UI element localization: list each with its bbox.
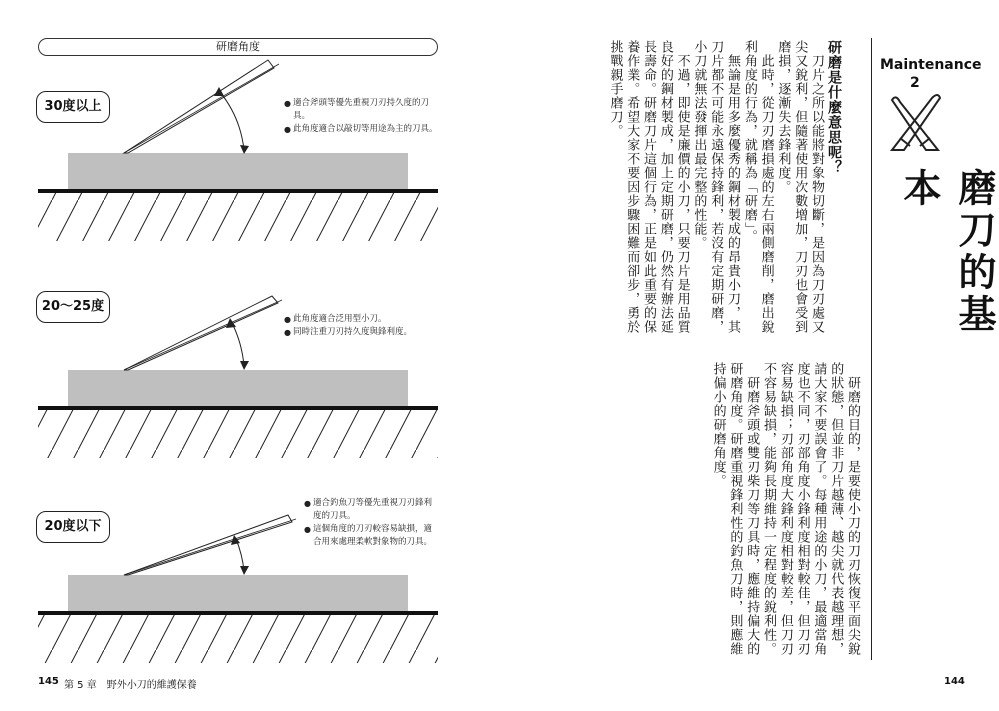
knife-crossed-icon [884, 88, 946, 154]
chapter-title: 第 5 章 野外小刀的維護保養 [64, 680, 197, 691]
note-item: ● 此角度適合泛用型小刀。 [284, 313, 444, 326]
note-item: ● 此角度適合以敲切等用途為主的刀具。 [284, 123, 440, 136]
whetstone [68, 575, 408, 611]
body-upper [546, 40, 824, 340]
paragraph: 無論是用多麼優秀的鋼材製成的昂貴小刀，其刀片都不可能永遠保持鋒利，若沒有定期研磨，小刀就無法發揮出最完整的性能。 [691, 40, 741, 334]
blade-edge [124, 64, 279, 153]
blade [124, 296, 278, 370]
question-heading: 研磨是什麼意思呢？ [826, 40, 842, 175]
angle-label-under-20: 20度以下 [36, 511, 110, 543]
note-item: ● 適合釣魚刀等優先重視刀刃鋒利度的刀具。 [304, 497, 440, 523]
notes-20-25 [284, 313, 444, 339]
paragraph: 不過，即使是廉價的小刀，只要刀片是用品質良好的鋼材製成，加上定期研磨，仍然有辦法延長壽命。研磨刀片這個行為，正是如此重要的保養作業。希望大家不要因步驟困難而卻步，勇於挑戰親手磨刀。 [607, 40, 690, 334]
arc-arrowhead [240, 361, 249, 370]
note-item: ● 這個角度的刀刃較容易缺損，適合用來處理柔軟對象物的刀具。 [304, 523, 440, 549]
blade [124, 60, 274, 153]
notes-30 [284, 97, 440, 136]
section-tag: Maintenance [880, 57, 982, 73]
blade [124, 515, 292, 575]
paragraph: 研磨斧頭或雙刃柴刀等刀具時，應維持偏大的研磨角度。研磨重視鋒利性的釣魚刀時，則應維持偏小的研磨角度。 [710, 362, 760, 656]
arc-arrowhead [240, 566, 249, 575]
page-number-right: 144 [944, 676, 965, 687]
page-number-left: 145 [38, 676, 59, 687]
note-item: ● 同時注重刀刃持久度與鋒利度。 [284, 326, 444, 339]
angle-label-20-25: 20～25度 [36, 291, 110, 323]
angle-arc [232, 323, 244, 366]
section-number: 2 [910, 75, 920, 91]
ground-hatch [38, 193, 438, 241]
ground-line [38, 406, 438, 410]
note-item: ● 適合斧頭等優先重視刀刃持久度的刀具。 [284, 97, 440, 123]
ground-hatch [38, 615, 438, 663]
paragraph: 刀片之所以能將對象物切斷，是因為刀刃處又尖又銳利，但隨著使用次數增加，刀刃也會受到磨損，逐漸失去鋒利度。 [775, 40, 824, 334]
angle-label-30: 30度以上 [36, 91, 110, 123]
ground-hatch [38, 410, 438, 458]
ground-line [38, 189, 438, 193]
page-title: 磨刀的基本 [897, 168, 996, 336]
whetstone [68, 153, 408, 189]
notes-under-20 [304, 497, 440, 549]
paragraph: 此時，從刀刃磨損處的左右兩側磨削，磨出銳利角度的行為，就稱為「研磨」。 [741, 40, 774, 334]
body-lower [646, 362, 860, 662]
diagram-title: 研磨角度 [38, 38, 438, 56]
panel-30-degree [38, 60, 438, 241]
angle-arc [220, 92, 244, 150]
blade-edge [124, 519, 296, 575]
whetstone [68, 370, 408, 406]
ground-line [38, 611, 438, 615]
blade-edge [124, 300, 282, 370]
arc-arrowhead [240, 145, 249, 154]
title-divider [871, 38, 872, 660]
paragraph: 研磨的目的，是要使小刀的刀刃恢復平面尖銳的狀態，但並非刀片越薄、越尖就代表越理想，請大家不要誤會了。每種用途的小刀，最適當角度也不同，刃部角度小鋒利度相對較佳，但刀刃容易缺損；刃部角度大鋒利度相對較差，但刀刃不容易缺損，能夠長期維持一定程度的銳利性。 [761, 362, 860, 656]
